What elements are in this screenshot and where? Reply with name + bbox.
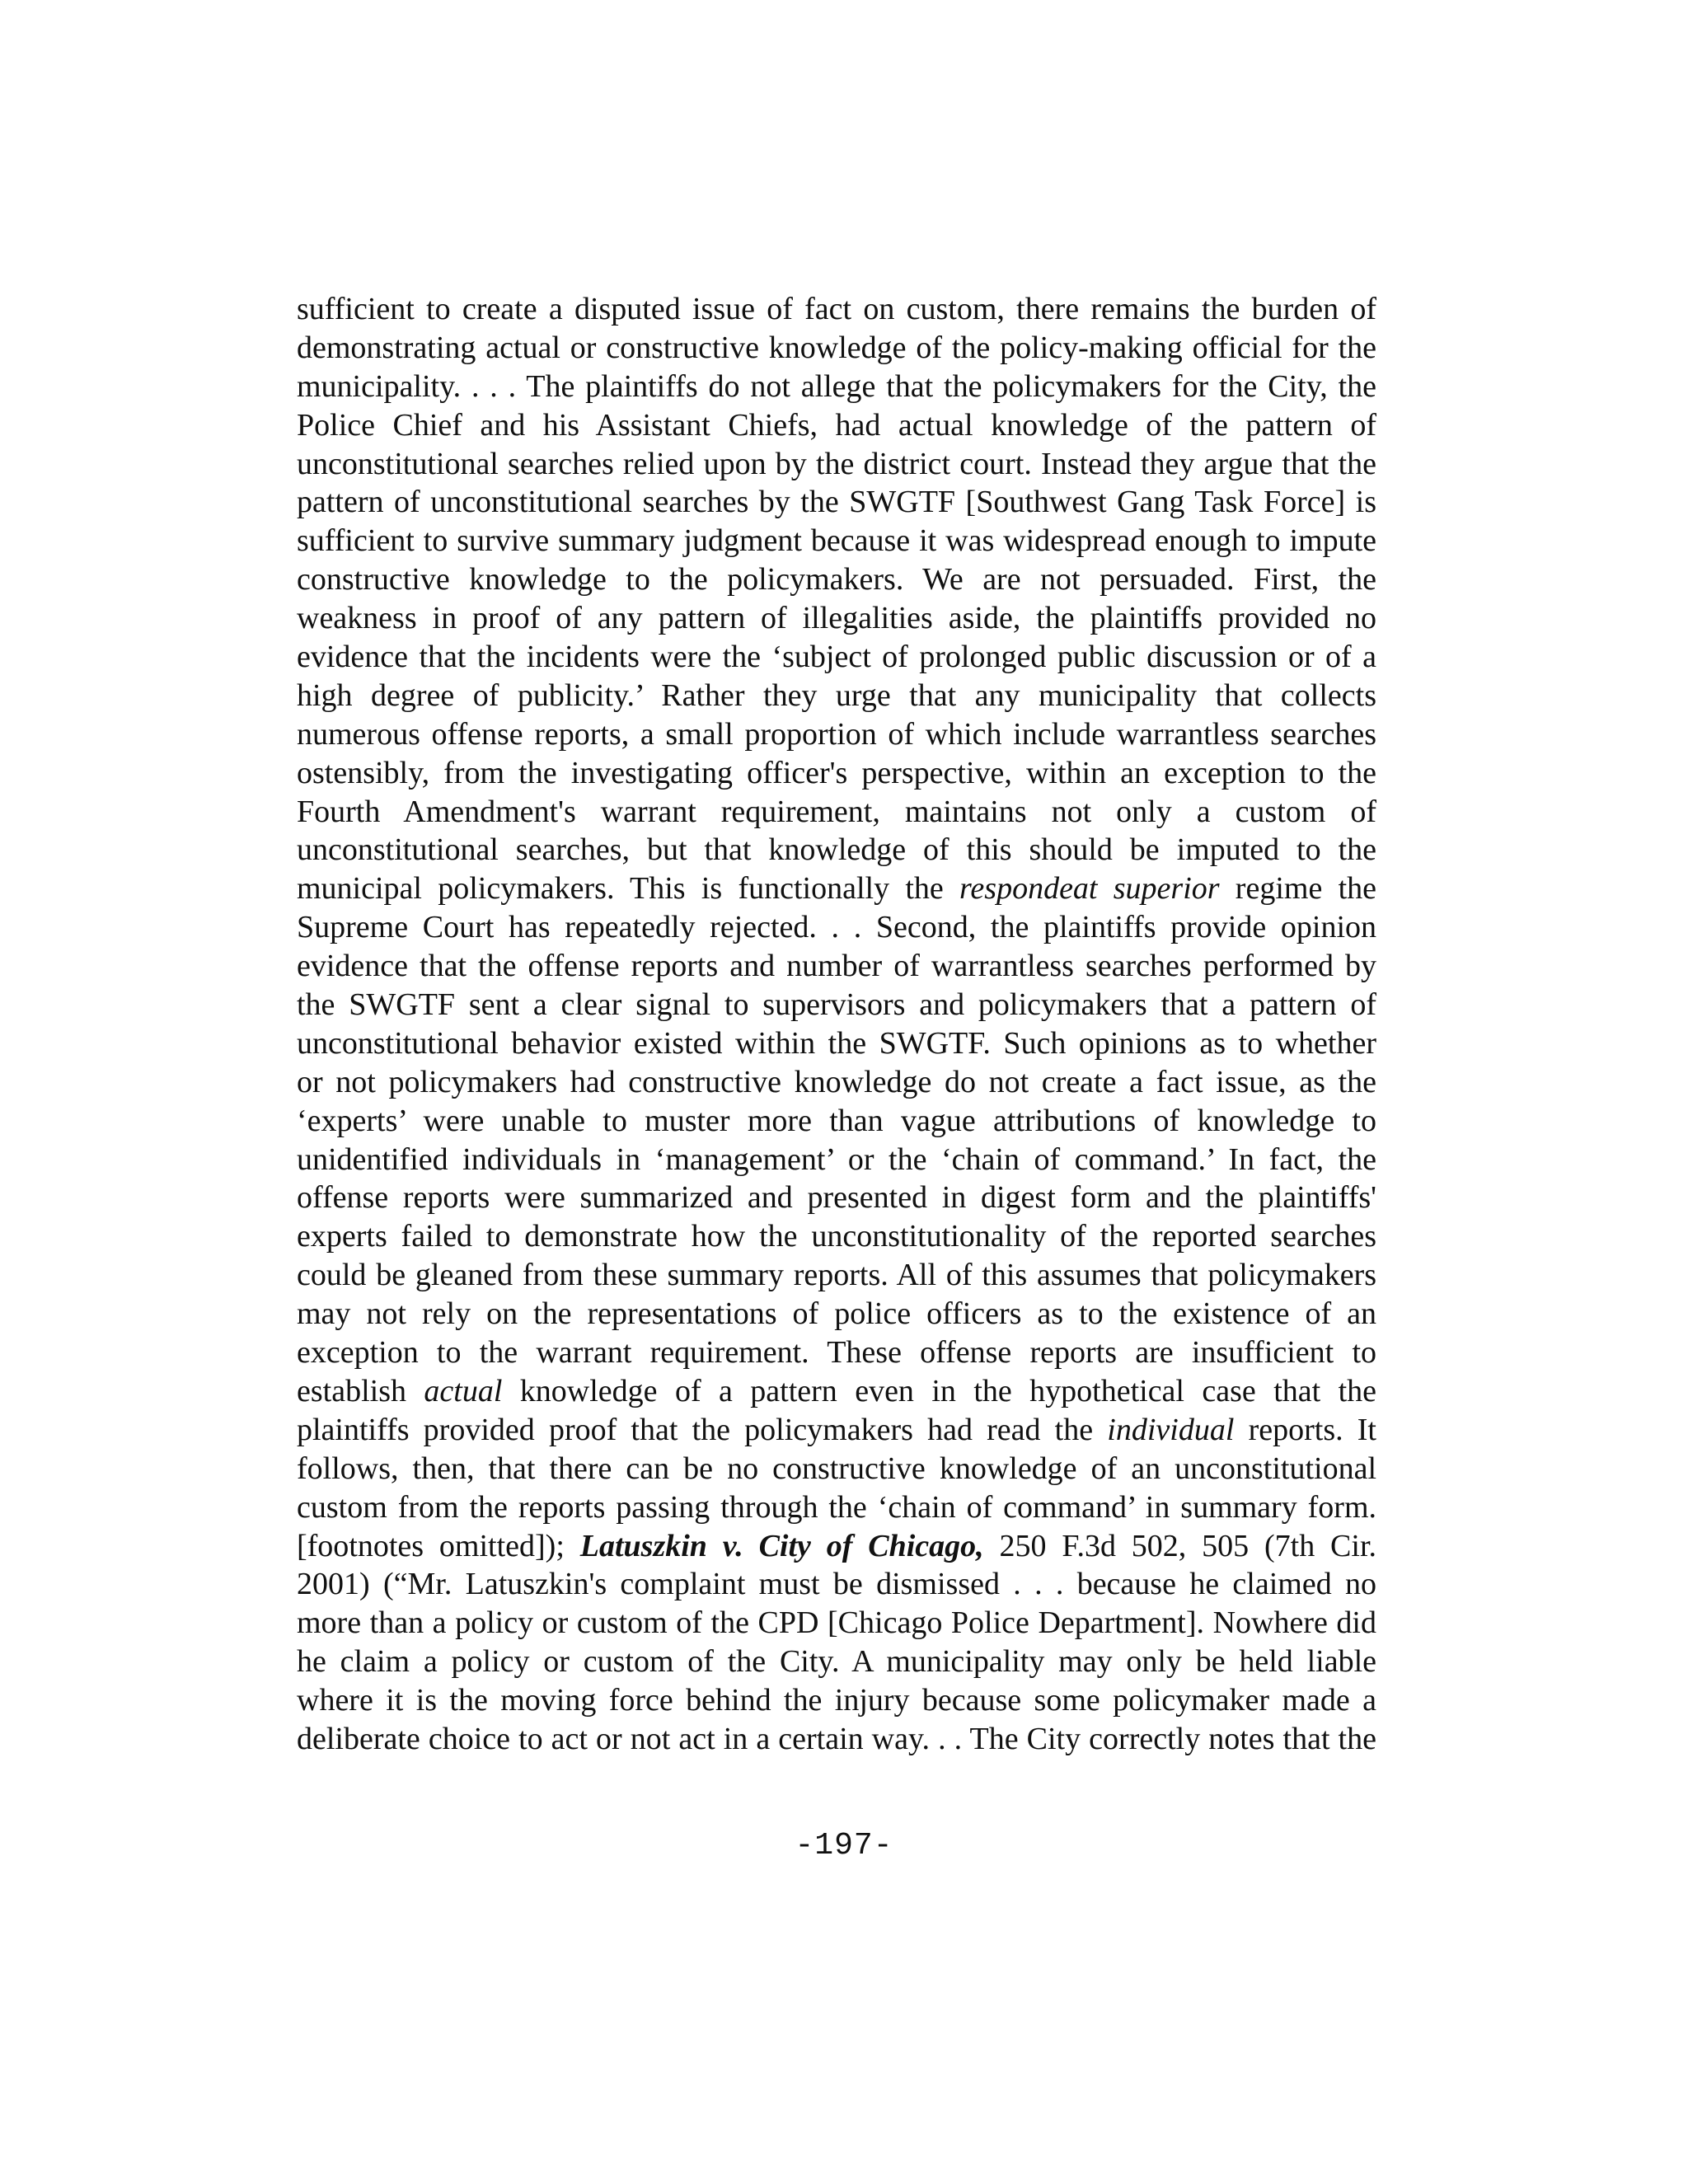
text-line (297, 1643, 1376, 1681)
text-line (297, 1256, 1376, 1295)
text-line (297, 1604, 1376, 1643)
text-line (297, 715, 1376, 754)
text-line (297, 1720, 1376, 1759)
text-line (297, 560, 1376, 599)
text-segment: he claim a policy or custom of the City. A municipality may only be held liable (297, 1644, 1376, 1680)
text-segment: Supreme Court has repeatedly rejected. . . Second, the plaintiffs provide opinion (297, 910, 1376, 945)
text-line (297, 1102, 1376, 1141)
page-number: -197- (795, 1828, 893, 1863)
italic-text: individual (1107, 1412, 1235, 1447)
text-segment: the SWGTF sent a clear signal to supervisors and policymakers that a pattern of (297, 987, 1376, 1023)
text-line (297, 1411, 1376, 1450)
text-segment: unidentified individuals in ‘management’ or the ‘chain of command.’ In fact, the (297, 1141, 1376, 1177)
text-line (297, 599, 1376, 638)
text-segment: establish (297, 1373, 424, 1408)
text-line (297, 793, 1376, 832)
text-segment: sufficient to survive summary judgment because it was widespread enough to impute (297, 523, 1376, 559)
text-segment: evidence that the offense reports and number of warrantless searches performed by (297, 949, 1376, 984)
text-segment: may not rely on the representations of police officers as to the existence of an (297, 1296, 1376, 1332)
text-segment: custom from the reports passing through the ‘chain of command’ in summary form. (297, 1489, 1376, 1525)
text-segment: or not policymakers had constructive knowledge do not create a fact issue, as the (297, 1064, 1376, 1099)
text-line (297, 483, 1376, 522)
text-line (297, 1024, 1376, 1063)
text-line (297, 329, 1376, 368)
text-segment: high degree of publicity.’ Rather they urge that any municipality that collects (297, 677, 1376, 713)
text-segment: offense reports were summarized and presented in digest form and the plaintiffs' (297, 1180, 1376, 1216)
text-line (297, 869, 1376, 908)
text-line (297, 445, 1376, 484)
text-segment: experts failed to demonstrate how the unconstitutionality of the reported searches (297, 1219, 1376, 1254)
text-segment: more than a policy or custom of the CPD [Chicago Police Department]. Nowhere did (297, 1605, 1376, 1641)
text-segment: reports. It (1234, 1412, 1376, 1447)
text-segment: constructive knowledge to the policymakers. We are not persuaded. First, the (297, 562, 1376, 598)
text-line (297, 290, 1376, 329)
text-segment: unconstitutional searches, but that knowledge of this should be imputed to the (297, 832, 1376, 868)
text-line (297, 908, 1376, 947)
text-line (297, 368, 1376, 406)
text-segment: 250 F.3d 502, 505 (7th Cir. (983, 1528, 1377, 1563)
text-segment: municipal policymakers. This is functionally the (297, 871, 960, 907)
text-line (297, 522, 1376, 560)
italic-text: respondeat superior (959, 871, 1220, 907)
text-segment: regime the (1219, 871, 1377, 907)
text-segment: plaintiffs provided proof that the policymakers had read the (297, 1412, 1108, 1447)
text-line (297, 1681, 1376, 1720)
text-segment: could be gleaned from these summary reports. All of this assumes that policymakers (297, 1258, 1376, 1293)
text-line (297, 831, 1376, 869)
text-segment: where it is the moving force behind the injury because some policymaker made a (297, 1683, 1376, 1718)
text-segment: 2001) (“Mr. Latuszkin's complaint must be dismissed . . . because he claimed no (297, 1567, 1376, 1602)
text-line (297, 1488, 1376, 1527)
text-segment: evidence that the incidents were the ‘subject of prolonged public discussion or of a (297, 640, 1376, 675)
text-line (297, 1295, 1376, 1333)
text-segment: deliberate choice to act or not act in a certain way. . . The City correctly notes that the (297, 1721, 1376, 1756)
text-segment: follows, then, that there can be no constructive knowledge of an unconstitutional (297, 1451, 1376, 1486)
text-line (297, 677, 1376, 715)
text-line (297, 1372, 1376, 1411)
text-segment: numerous offense reports, a small proportion of which include warrantless searches (297, 716, 1376, 752)
text-segment: [footnotes omitted]); (297, 1528, 580, 1563)
text-line (297, 754, 1376, 793)
text-line (297, 1450, 1376, 1488)
text-line (297, 1217, 1376, 1256)
text-segment: ‘experts’ were unable to muster more than vague attributions of knowledge to (297, 1103, 1376, 1138)
text-segment: ostensibly, from the investigating officer's perspective, within an exception to the (297, 755, 1376, 790)
text-segment: demonstrating actual or constructive knowledge of the policy-making official for the (297, 330, 1376, 365)
text-segment: weakness in proof of any pattern of illegalities aside, the plaintiffs provided no (297, 601, 1376, 636)
body-text (297, 290, 1376, 1798)
text-line (297, 1333, 1376, 1372)
text-line (297, 1179, 1376, 1217)
text-line (297, 986, 1376, 1024)
case-citation: Latuszkin v. City of Chicago, (579, 1528, 984, 1563)
text-segment: exception to the warrant requirement. These offense reports are insufficient to (297, 1335, 1376, 1371)
text-line (297, 406, 1376, 445)
text-line (297, 947, 1376, 986)
text-segment: knowledge of a pattern even in the hypothetical case that the (502, 1373, 1377, 1408)
text-segment: unconstitutional searches relied upon by the district court. Instead they argue that the (297, 446, 1376, 481)
text-line (297, 1565, 1376, 1604)
text-segment: municipality. . . . The plaintiffs do not allege that the policymakers for the City, the (297, 368, 1376, 404)
text-segment: unconstitutional behavior existed within the SWGTF. Such opinions as to whether (297, 1025, 1376, 1061)
text-line (297, 1527, 1376, 1566)
text-segment: Police Chief and his Assistant Chiefs, had actual knowledge of the pattern of (297, 407, 1376, 443)
text-line (297, 638, 1376, 677)
text-segment: Fourth Amendment's warrant requirement, maintains not only a custom of (297, 794, 1376, 829)
text-line (297, 1063, 1376, 1102)
italic-text: actual (424, 1373, 503, 1408)
text-line (297, 1141, 1376, 1179)
text-segment: sufficient to create a disputed issue of fact on custom, there remains the burden of (297, 292, 1376, 326)
text-segment: pattern of unconstitutional searches by the SWGTF [Southwest Gang Task Force] is (297, 485, 1376, 520)
